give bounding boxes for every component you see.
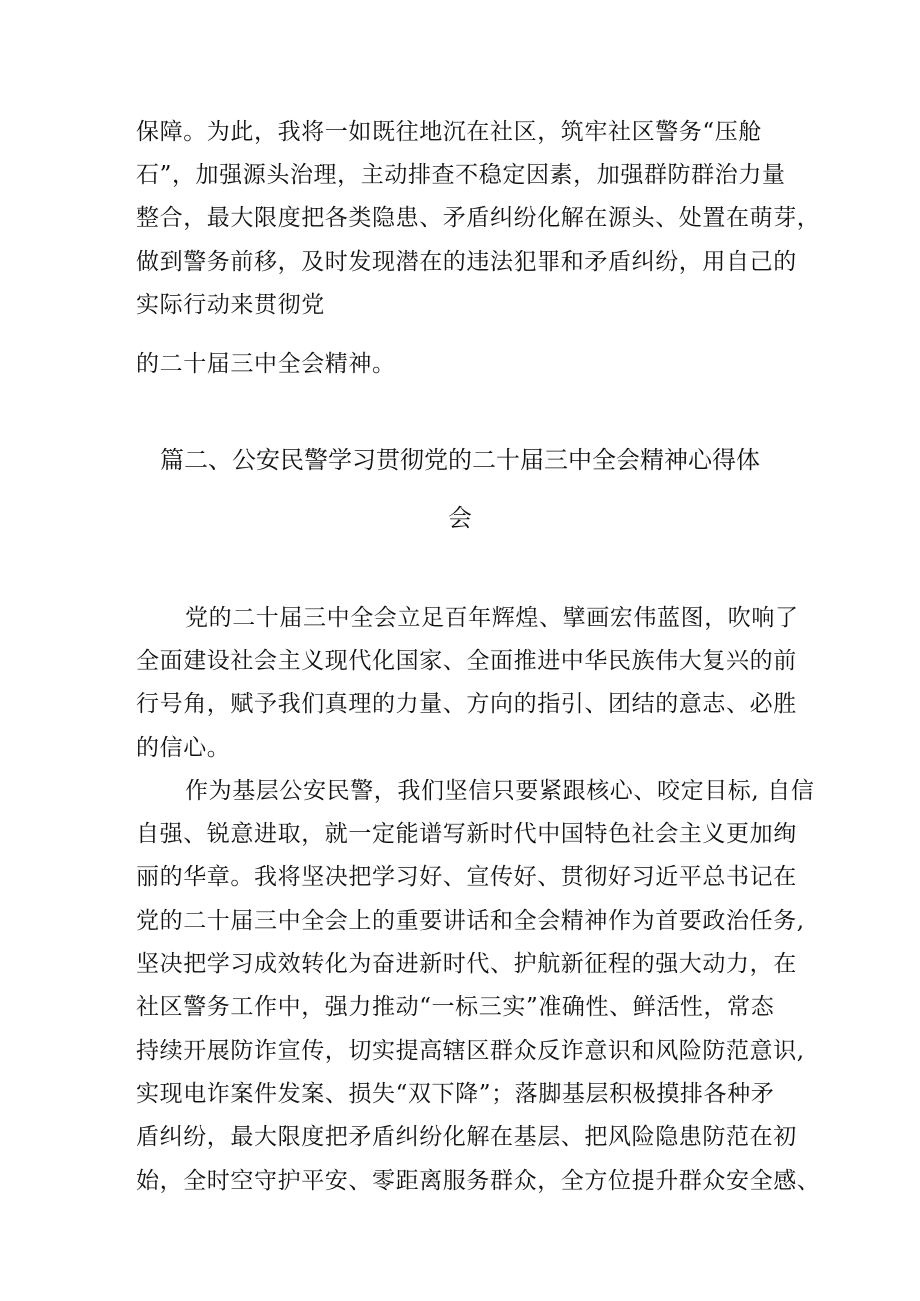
text-line: 作为基层公安民警，我们坚信只要紧跟核心、咬定目标, 自信	[185, 778, 815, 804]
text-line: 石”，加强源头治理，主动排查不稳定因素，加强群防群治力量	[136, 162, 786, 188]
text-line: 做到警务前移，及时发现潜在的违法犯罪和矛盾纠纷，用自己的	[136, 249, 797, 275]
text-line: 盾纠纷，最大限度把矛盾纠纷化解在基层、把风险隐患防范在初	[136, 1124, 797, 1150]
text-line: 全面建设社会主义现代化国家、全面推进中华民族伟大复兴的前	[136, 648, 797, 674]
text-line: 整合，最大限度把各类隐患、矛盾纠纷化解在源头、处置在萌芽，	[136, 205, 821, 231]
text-line: 自强、锐意进取，就一定能谱写新时代中国特色社会主义更加绚	[136, 821, 797, 847]
text-line: 始，全时空守护平安、零距离服务群众，全方位提升群众安全感、	[136, 1168, 821, 1194]
text-line: 实现电诈案件发案、损失“双下降”；落脚基层积极摸排各种矛	[136, 1081, 775, 1107]
section-heading-continuation: 会	[448, 504, 472, 532]
text-line: 党的二十届三中全会立足百年辉煌、擘画宏伟蓝图，吹响了	[185, 605, 799, 631]
text-line: 党的二十届三中全会上的重要讲话和全会精神作为首要政治任务,	[136, 908, 805, 934]
text-line: 丽的华章。我将坚决把学习好、宣传好、贯彻好习近平总书记在	[136, 864, 797, 890]
text-line: 的二十届三中全会精神。	[136, 351, 396, 377]
text-line: 实际行动来贯彻党	[136, 292, 325, 318]
text-line: 保障。为此，我将一如既往地沉在社区，筑牢社区警务“压舱	[136, 119, 762, 145]
text-line: 社区警务工作中，强力推动“一标三实”准确性、鲜活性，常态	[136, 994, 775, 1020]
section-heading: 篇二、公安民警学习贯彻党的二十届三中全会精神心得体	[160, 446, 760, 474]
text-line: 坚决把学习成效转化为奋进新时代、护航新征程的强大动力，在	[136, 951, 797, 977]
text-line: 的信心。	[136, 735, 231, 761]
text-line: 持续开展防诈宣传，切实提高辖区群众反诈意识和风险防范意识,	[136, 1038, 805, 1064]
text-line: 行号角，赋予我们真理的力量、方向的指引、团结的意志、必胜	[136, 691, 797, 717]
